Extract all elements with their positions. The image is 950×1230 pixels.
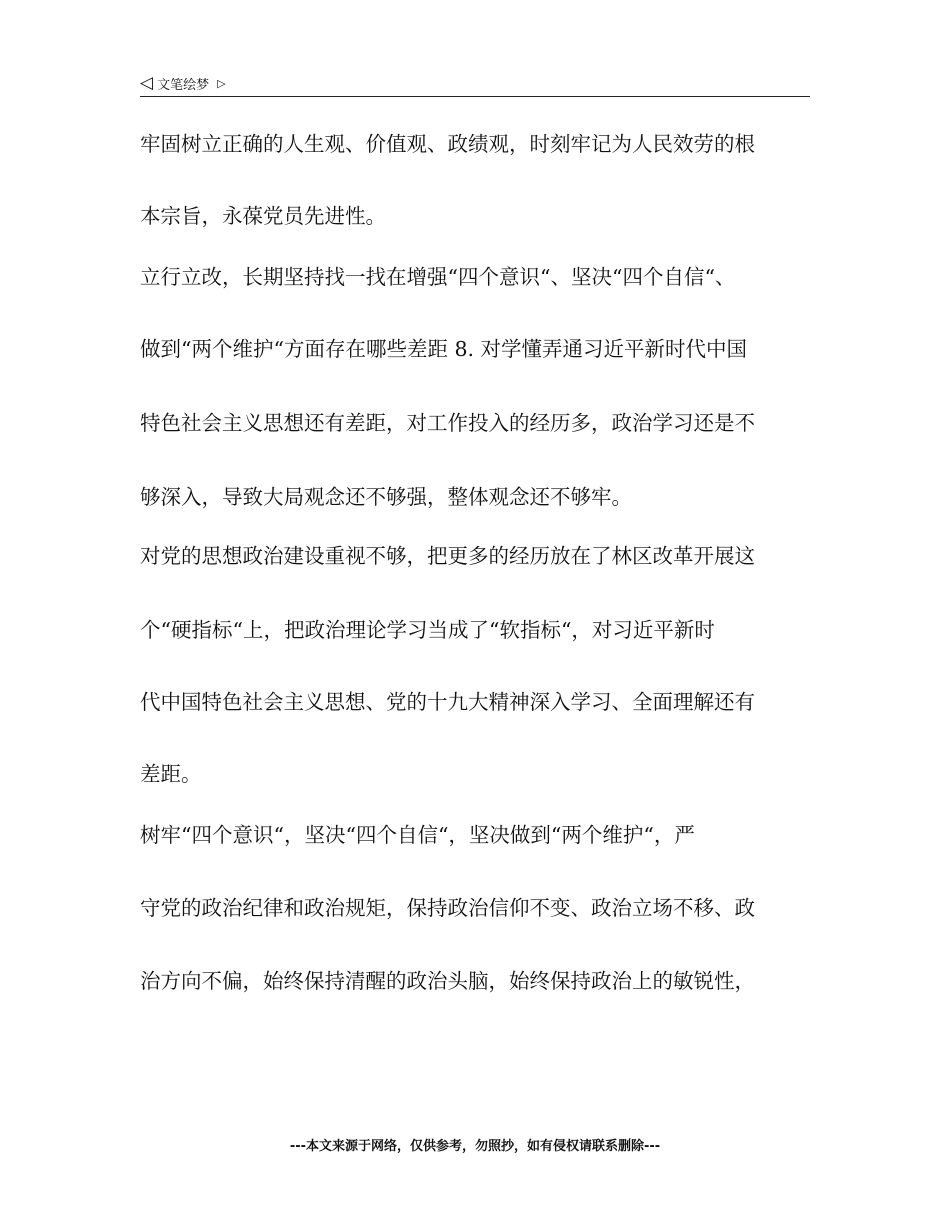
body-line: 够深入，导致大局观念还不够强，整体观念还不够牢。 [140,485,632,509]
body-line: 特色社会主义思想还有差距，对工作投入的经历多，政治学习还是不 [140,411,755,435]
body-line: 个“硬指标“上，把政治理论学习当成了“软指标“，对习近平新时 [140,618,715,642]
page-header [140,70,810,97]
footer-disclaimer: ---本文来源于网络，仅供参考，勿照抄，如有侵权请联系删除--- [289,1139,661,1154]
body-line: 做到“两个维护“方面存在哪些差距 8. 对学懂弄通习近平新时代中国 [140,337,748,361]
body-line: 树牢“四个意识“，坚决“四个自信“，坚决做到“两个维护“，严 [140,823,695,847]
triangle-left-icon: ◁ [140,72,154,93]
body-line: 对党的思想政治建设重视不够，把更多的经历放在了林区改革开展这 [140,544,755,568]
body-line: 守党的政治纪律和政治规矩，保持政治信仰不变、政治立场不移、政 [140,896,755,920]
body-line: 代中国特色社会主义思想、党的十九大精神深入学习、全面理解还有 [140,690,755,714]
body-line: 差距。 [140,762,202,786]
body-line: 立行立改，长期坚持找一找在增强“四个意识“、坚决“四个自信“、 [140,265,736,289]
body-line: 治方向不偏，始终保持清醒的政治头脑，始终保持政治上的敏锐性， [140,969,755,993]
triangle-right-icon: ▷ [217,76,226,90]
body-line: 本宗旨，永葆党员先进性。 [140,204,386,228]
header-title: 文笔绘梦 [157,77,210,93]
body-line: 牢固树立正确的人生观、价值观、政绩观，时刻牢记为人民效劳的根 [140,132,755,156]
